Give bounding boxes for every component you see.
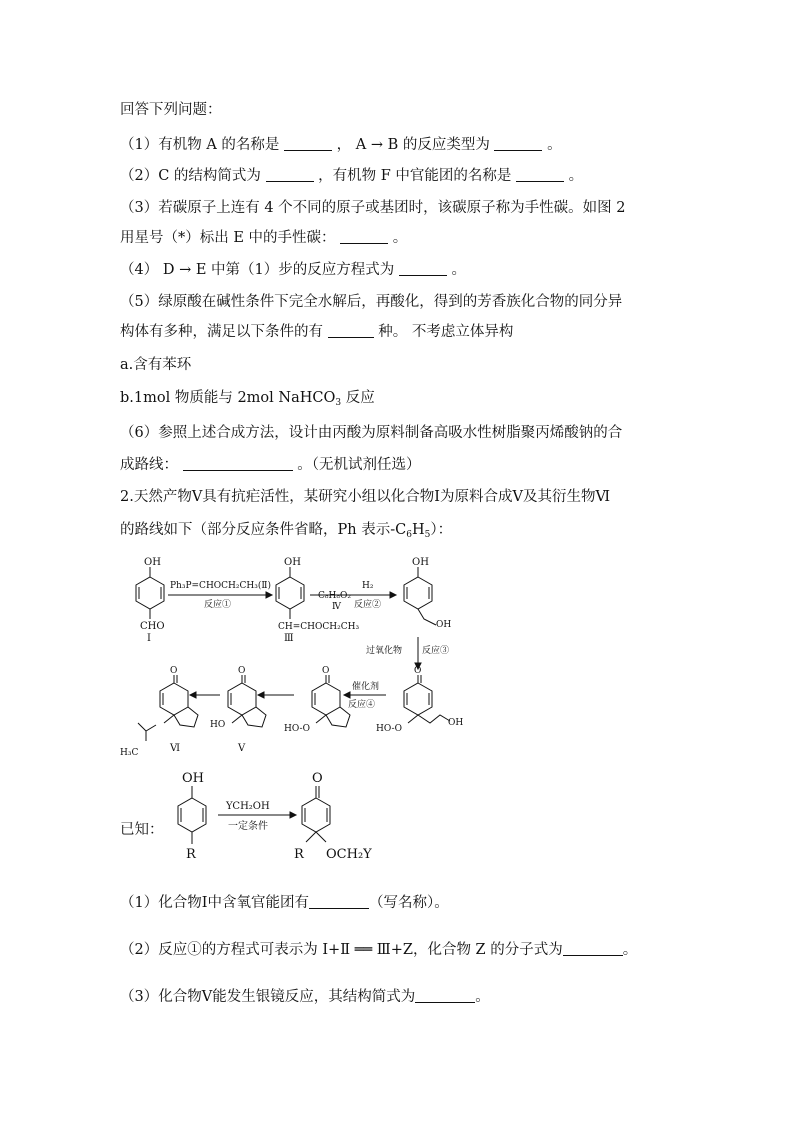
step-2-label: 反应②: [354, 600, 382, 610]
q2-part1: （1）化合物Ⅰ中含氧官能团有 （写名称）。: [120, 895, 449, 911]
compound-iii-ring: [276, 577, 304, 609]
answer-blank[interactable]: [309, 894, 369, 909]
o-label: O: [238, 666, 246, 676]
compound-i-ring: [136, 577, 164, 609]
q2-part2: （2）反应①的方程式可表示为 Ⅰ+Ⅱ ══ Ⅲ+Z，化合物 Z 的分子式为 。: [120, 942, 638, 958]
known-scheme: [166, 768, 456, 878]
q1-part6-cont: 成路线： 。（无机试剂任选）: [120, 457, 421, 473]
answer-blank[interactable]: [494, 136, 542, 151]
compound-bicyclic-peroxide: [312, 683, 340, 715]
oh-label: OH: [144, 557, 161, 568]
q1-part3: （3）若碳原子上连有 4 个不同的原子或基团时，该碳原子称为手性碳。如图 2: [120, 200, 626, 216]
cho-label: CHO: [140, 621, 165, 632]
compound-v-ring: [228, 683, 256, 715]
q1-part1: （1）有机物 A 的名称是 ， A → B 的反应类型为 。: [120, 137, 562, 153]
reagent-3: H₂: [362, 581, 374, 591]
reagent-2: C₈H₈O₂: [318, 591, 351, 601]
q1-part5: （5）绿原酸在碱性条件下完全水解后，再酸化，得到的芳香族化合物的同分异: [120, 294, 623, 310]
known-condition: 一定条件: [228, 821, 268, 832]
compound-label-v: Ⅴ: [238, 743, 246, 754]
compound-label-i: Ⅰ: [147, 633, 151, 644]
oh-label: OH: [182, 771, 204, 786]
answer-blank[interactable]: [340, 229, 388, 244]
r-label: R: [186, 847, 196, 862]
reagent-1: Ph₃P=CHOCH₂CH₃(Ⅱ): [170, 581, 271, 591]
och2y-label: OCH₂Y: [326, 847, 372, 862]
o-label: O: [322, 666, 330, 676]
r-label: R: [294, 847, 304, 862]
h3c-label: H₃C: [120, 748, 139, 758]
step-4-label: 反应④: [348, 700, 376, 710]
q1-part6: （6）参照上述合成方法，设计由丙酸为原料制备高吸水性树脂聚丙烯酸钠的合: [120, 425, 623, 441]
o-label: O: [312, 771, 323, 786]
hoo-label: HO-O: [376, 724, 402, 734]
q1-part5-cont: 构体有多种，满足以下条件的有 种。 不考虑立体异构: [120, 324, 514, 340]
answer-blank[interactable]: [328, 323, 374, 338]
q1-option-a: a.含有苯环: [120, 357, 192, 373]
compound-vi-ring: [160, 683, 188, 715]
phenol-ring: [178, 798, 206, 832]
answer-blank[interactable]: [399, 261, 447, 276]
step-3-label: 反应③: [422, 646, 450, 656]
answer-blank[interactable]: [266, 167, 314, 182]
hoo-label: HO-O: [284, 724, 310, 734]
step-1-label: 反应①: [204, 600, 232, 610]
oh-label: OH: [284, 557, 301, 568]
q1-intro: 回答下列问题：: [120, 102, 222, 118]
reagent-4: 过氧化物: [366, 646, 403, 656]
oh-label: OH: [436, 620, 452, 630]
known-reagent: YCH₂OH: [226, 801, 270, 812]
synthesis-scheme: [118, 555, 498, 760]
known-label: 已知：: [120, 822, 164, 838]
o-label: O: [414, 666, 422, 676]
q2-intro-cont: 的路线如下（部分反应条件省略，Ph 表示$-C_6H_5$）：: [120, 522, 453, 540]
answer-blank[interactable]: [415, 988, 475, 1003]
dienone-ring: [302, 798, 330, 832]
answer-blank[interactable]: [284, 136, 332, 151]
answer-blank[interactable]: [516, 167, 564, 182]
compound-label-iii: Ⅲ: [284, 633, 294, 644]
o-label: O: [170, 666, 178, 676]
q1-part3-cont: 用星号（*）标出 E 中的手性碳： 。: [120, 230, 408, 246]
q1-part4: （4） D → E 中第（1）步的反应方程式为 。: [120, 262, 466, 278]
ho-label: HO: [210, 720, 226, 730]
side-chain-iii: CH=CHOCH₂CH₃: [278, 622, 360, 632]
oh-label: OH: [412, 557, 429, 568]
answer-blank[interactable]: [183, 456, 293, 471]
reagent-5: 催化剂: [352, 682, 380, 692]
oh-label: OH: [448, 718, 464, 728]
compound-label-vi: Ⅵ: [170, 743, 181, 754]
reagent-2-label: Ⅳ: [332, 602, 341, 612]
q1-option-b: b.1mol 物质能与 2mol NaHCO$_3$ 反应: [120, 390, 375, 408]
q2-intro: 2.天然产物Ⅴ具有抗疟活性，某研究小组以化合物Ⅰ为原料合成Ⅴ及其衍生物Ⅵ: [120, 489, 611, 505]
q2-part3: （3）化合物Ⅴ能发生银镜反应，其结构简式为 。: [120, 989, 490, 1005]
answer-blank[interactable]: [563, 941, 623, 956]
q1-part2: （2）C 的结构简式为 ，有机物 F 中官能团的名称是 。: [120, 168, 584, 184]
compound-alcohol-ring: [404, 577, 432, 609]
compound-peroxide-ring: [404, 683, 432, 715]
